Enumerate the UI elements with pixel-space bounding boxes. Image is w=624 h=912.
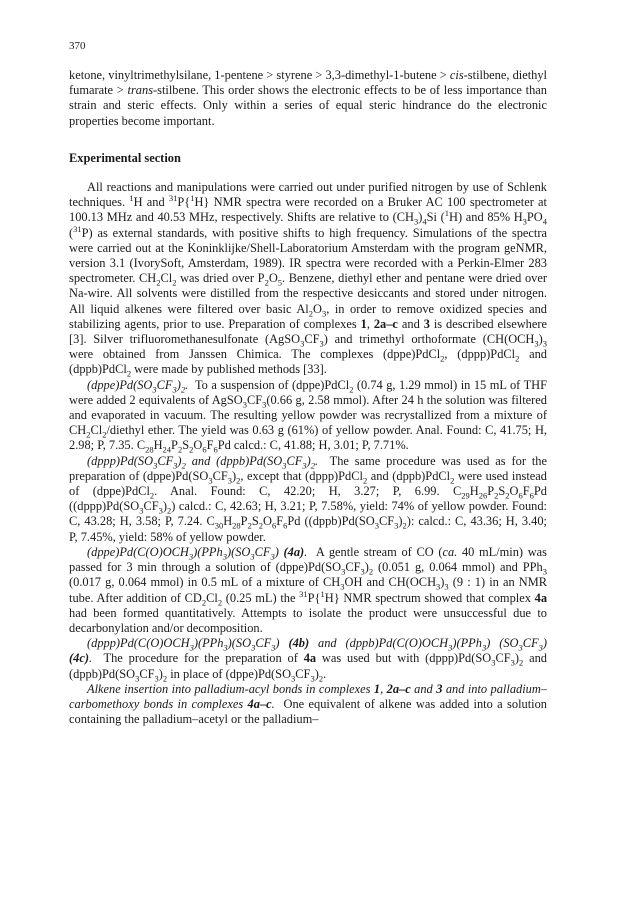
procedure-4a: $(dppe)Pd(C(O)OCH_3)(PPh_3)(SO_3CF_3)$ (4a). A gentle stream of CO (ca. 40 mL/min) was passed for 3 min through a solution of $(dppe)Pd(SO_3CF_3)_2$ (0.051 g, 0.064 mmol) and PPh$_3$ (0.017 g, 0.064 mmol) in 0.5 mL of a mixture of $CH_3OH$ and $CH(OCH_3)_3$ (9 : 1) in an NMR tube. After addition of $CD_2Cl_2$ (0.25 mL) the $^{31}$P{$^1$H} NMR spectrum showed that complex 4a had been formed quantitatively. Attempts to isolate the product were unsuccessful due to decarbonylation and/or decomposition. xyxy=(69,544,548,635)
procedure-dppe-triflate: $(dppe)Pd(SO_3CF_3)_2$. To a suspension of (dppe)PdCl$_2$ (0.74 g, 1.29 mmol) in 15 mL of THF were added 2 equivalents of $AgSO_3CF_3(0.66$ g, 2.58 mmol). After 24 h the solution was filtered and evaporated in vacuum. The resulting yellow powder was recrystallized from a mixture of $CH_2Cl_2$/diethyl ether. The yield was 0.63 g (61%) of yellow powder. Anal. Found: C, 41.75; H, 2.98; P, 7.35. $C_{28}H_{24}P_2S_2O_6F_6Pd$ calcd.: C, 41.88; H, 3.01; P, 7.71%. xyxy=(69,377,547,455)
procedure-4b-4c: $(dppp)Pd(C(O)OCH_3)(PPh_3)(SO_3CF_3)$ (4b) and $(dppb)Pd(C(O)OCH_3)(PPh_3)$ $(SO_3CF_3)$ (4c). The procedure for the preparation of 4a was used but with $(dppp)Pd(SO_3CF_3)_2$ and $(dppb)Pd(SO_3CF_3)_2$ in place of $(dppe)Pd(SO_3CF_3)_2$. xyxy=(69,636,547,683)
section-title: Experimental section xyxy=(69,150,181,165)
general-methods-paragraph: All reactions and manipulations were carried out under purified nitrogen by use of Schlenk techniques. $^1$H and $^{31}$P{$^1$H} NMR spectra were recorded on a Bruker AC 100 spectrometer at 100.13 MHz and 40.53 MHz, respectively. Shifts are relative to $(CH_3)_4Si$ ($^1$H) and 85% $H_3PO_4$ ($^{31}$P) as external standards, with positive shifts to high frequency. Simulations of the spectra were carried out at the Koninklijke/Shell-Laboratorium Amsterdam with the program geNMR, version 3.1 (IvorySoft, Amsterdam, 1989). IR spectra were recorded with a Perkin-Elmer 283 spectrometer. $CH_2Cl_2$ was dried over $P_2O_5$. Benzene, diethyl ether and pentane were dried over Na-wire. All solvents were distilled from the respective desiccants and stored under nitrogen. All liquid alkenes were filtered over basic $Al_2O_3$, in order to remove oxidized species and stabilizing agents, prior to use. Preparation of complexes 1, 2a–c and 3 is described elsewhere [3]. Silver trifluoromethanesulfonate $(AgSO_3CF_3)$ and trimethyl orthoformate ($CH(OCH_3)_3$ were obtained from Janssen Chimica. The complexes (dppe)PdCl$_2$, (dppp)PdCl$_2$ and (dppb)PdCl$_2$ were made by published methods [33]. xyxy=(69,180,548,379)
article-body xyxy=(69,68,547,727)
procedure-dppp-dppb-triflate: $(dppp)Pd(SO_3CF_3)_2$ and $(dppb)Pd(SO_3CF_3)_2$. The same procedure was used as for the preparation of $(dppe)Pd(SO_3CF_3)_2$, except that (dppp)PdCl$_2$ and (dppb)PdCl$_2$ were used instead of (dppe)PdCl$_2$. Anal. Found: C, 42.20; H, 3.27; P, 6.99. $C_{29}H_{26}P_2S_2O_6F_6Pd$ $((dppp)Pd(SO_3CF_3)_2)$ calcd.: C, 42.63; H, 3.21; P, 7.58%, yield: 74% of yellow powder. Found: C, 43.28; H, 3.58; P, 7.24. $C_{30}H_{28}P_2S_2O_6F_6Pd$ $((dppb)Pd(SO_3CF_3)_2)$: calcd.: C, 43.36; H, 3.40; P, 7.45%, yield: 58% of yellow powder. xyxy=(69,453,547,544)
page-number: 370 xyxy=(69,40,86,52)
procedure-alkene-insertion: Alkene insertion into palladium-acyl bonds in complexes 1, 2a–c and 3 and into palladium–carbomethoxy bonds in complexes 4a–c. One equivalent of alkene was added into a solution containing the palladium–acetyl or the palladium– xyxy=(69,681,547,727)
intro-paragraph: ketone, vinyltrimethylsilane, 1-pentene > styrene > 3,3-dimethyl-1-butene > cis-stilbene, diethyl fumarate > trans-stilbene. This order shows the electronic effects to be of less importance than strain and steric effects. Only within a series of equal steric hindrance do the electronic properties become important. xyxy=(69,68,547,128)
